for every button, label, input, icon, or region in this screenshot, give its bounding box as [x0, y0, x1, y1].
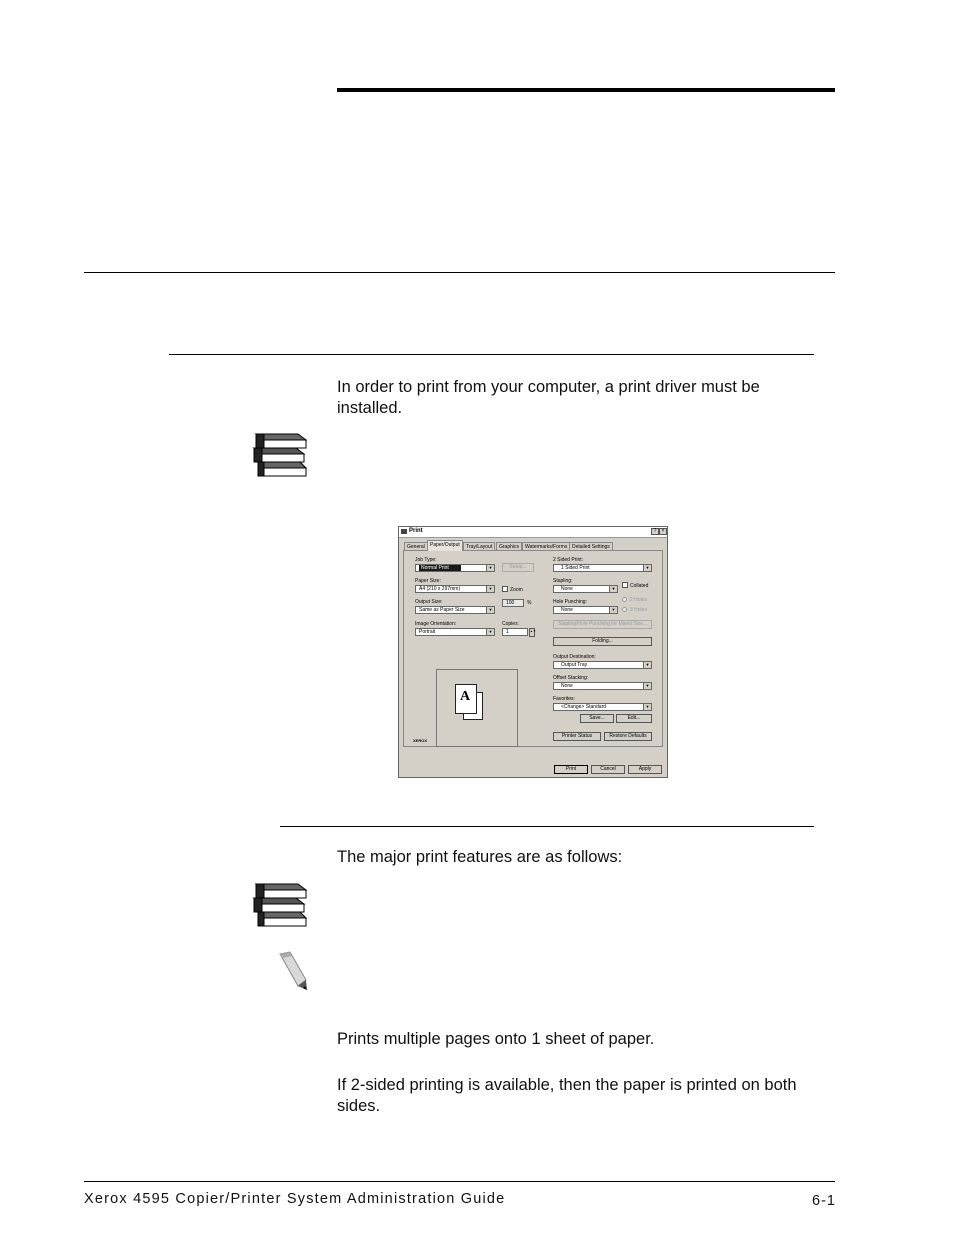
help-button[interactable]: ?	[651, 528, 659, 535]
chevron-down-icon: ▼	[643, 683, 651, 689]
stapling-value: None	[561, 586, 573, 592]
chapter-title-rule	[337, 88, 835, 92]
output-size-label: Output Size:	[415, 599, 443, 605]
orientation-value: Portrait	[419, 629, 436, 635]
output-destination-value: Output Tray	[561, 662, 588, 668]
chevron-down-icon: ▼	[643, 704, 651, 710]
subsection-rule-2	[280, 826, 814, 827]
feature-pages-per-sheet: Prints multiple pages onto 1 sheet of paper.	[337, 1030, 655, 1048]
chevron-down-icon: ▼	[609, 586, 617, 592]
two-holes-radio[interactable]	[622, 597, 627, 602]
feature-two-sided: If 2-sided printing is available, then the paper is printed on both sides.	[337, 1076, 797, 1115]
two-holes-label: 2 Holes	[630, 597, 647, 603]
layout-preview	[413, 669, 518, 747]
favorites-label: Favorites:	[553, 696, 575, 702]
output-destination-select[interactable]	[553, 661, 652, 669]
tab-detailed-settings[interactable]: Detailed Settings	[569, 542, 613, 551]
chevron-down-icon: ▼	[643, 662, 651, 668]
dialog-title: Print	[409, 528, 423, 534]
zoom-label: Zoom	[510, 587, 523, 593]
preview-page-front	[455, 684, 477, 714]
offset-stacking-value: None	[561, 683, 573, 689]
job-type-select[interactable]	[415, 564, 495, 572]
chevron-down-icon: ▼	[486, 565, 494, 571]
tab-tray-layout[interactable]: Tray/Layout	[463, 542, 495, 551]
output-size-select[interactable]	[415, 606, 495, 614]
tab-graphics[interactable]: Graphics	[496, 542, 522, 551]
paper-size-label: Paper Size:	[415, 578, 441, 584]
copies-input[interactable]	[502, 628, 528, 636]
apply-button[interactable]: Apply	[628, 765, 662, 774]
favorites-value: <Change> Standard	[561, 704, 607, 710]
two-sided-select[interactable]	[553, 564, 652, 572]
copies-stepper[interactable]: ▲▼	[529, 628, 535, 637]
output-size-value: Same as Paper Size	[419, 607, 465, 613]
setup-button[interactable]: Setup...	[502, 563, 534, 572]
offset-stacking-select[interactable]	[553, 682, 652, 690]
features-intro: The major print features are as follows:	[337, 848, 623, 866]
print-dialog	[398, 526, 668, 778]
chevron-down-icon: ▼	[486, 629, 494, 635]
footer-rule	[84, 1181, 835, 1182]
favorites-select[interactable]	[553, 703, 652, 711]
paper-output-panel	[403, 550, 663, 747]
copies-label: Copies:	[502, 621, 519, 627]
two-sided-label: 2 Sided Print:	[553, 557, 584, 563]
collated-checkbox[interactable]	[622, 582, 628, 588]
reference-books-icon	[250, 880, 310, 932]
tab-general[interactable]: General	[404, 542, 428, 551]
paper-size-value: A4 (210 x 297mm)	[419, 586, 461, 592]
job-type-value: Normal Print	[419, 565, 461, 571]
footer-guide-title: Xerox 4595 Copier/Printer System Administration Guide	[84, 1191, 506, 1207]
zoom-value: 100	[506, 600, 515, 606]
tab-paper-output[interactable]: Paper/Output	[427, 540, 463, 551]
output-destination-label: Output Destination:	[553, 654, 596, 660]
reference-books-icon	[250, 430, 310, 482]
printer-status-button[interactable]: Printer Status	[553, 732, 601, 741]
collated-label: Collated	[630, 583, 649, 589]
two-sided-value: 1 Sided Print	[561, 565, 590, 571]
dialog-title-bar	[399, 527, 667, 538]
preview-brand: XEROX	[413, 738, 428, 743]
hole-punching-label: Hole Punching:	[553, 599, 587, 605]
hole-punching-select[interactable]	[553, 606, 618, 614]
hole-punching-value: None	[561, 607, 573, 613]
close-button[interactable]: ×	[659, 528, 667, 535]
save-button[interactable]: Save...	[580, 714, 614, 723]
section-rule	[84, 272, 835, 273]
restore-defaults-button[interactable]: Restore Defaults	[604, 732, 652, 741]
three-holes-label: 3 Holes	[630, 607, 647, 613]
printer-icon	[401, 529, 407, 534]
print-button[interactable]: Print	[554, 765, 588, 774]
subsection-rule-1	[169, 354, 814, 355]
zoom-unit: %	[527, 600, 532, 606]
footer-page-number: 6-1	[812, 1193, 836, 1209]
job-type-label: Job Type:	[415, 557, 437, 563]
note-pencil-icon	[272, 950, 312, 994]
chevron-down-icon: ▼	[486, 607, 494, 613]
zoom-input[interactable]	[502, 599, 524, 607]
copies-value: 1	[506, 629, 509, 635]
folding-button[interactable]: Folding...	[553, 637, 652, 646]
three-holes-radio[interactable]	[622, 607, 627, 612]
paper-size-select[interactable]	[415, 585, 495, 593]
orientation-select[interactable]	[415, 628, 495, 636]
offset-stacking-label: Offset Stacking:	[553, 675, 589, 681]
zoom-checkbox[interactable]	[502, 586, 508, 592]
mixed-size-button[interactable]: Stapling/Hole Punching for Mixed Size...	[553, 620, 652, 629]
chevron-down-icon: ▼	[609, 607, 617, 613]
chevron-down-icon: ▼	[643, 565, 651, 571]
chevron-down-icon: ▼	[486, 586, 494, 592]
tab-watermarks-forms[interactable]: Watermarks/Forms	[522, 542, 570, 551]
preview-letter: A	[460, 689, 471, 704]
stapling-select[interactable]	[553, 585, 618, 593]
orientation-label: Image Orientation:	[415, 621, 457, 627]
stapling-label: Stapling:	[553, 578, 573, 584]
intro-paragraph: In order to print from your computer, a print driver must be installed.	[337, 378, 760, 417]
edit-button[interactable]: Edit...	[616, 714, 652, 723]
cancel-button[interactable]: Cancel	[591, 765, 625, 774]
